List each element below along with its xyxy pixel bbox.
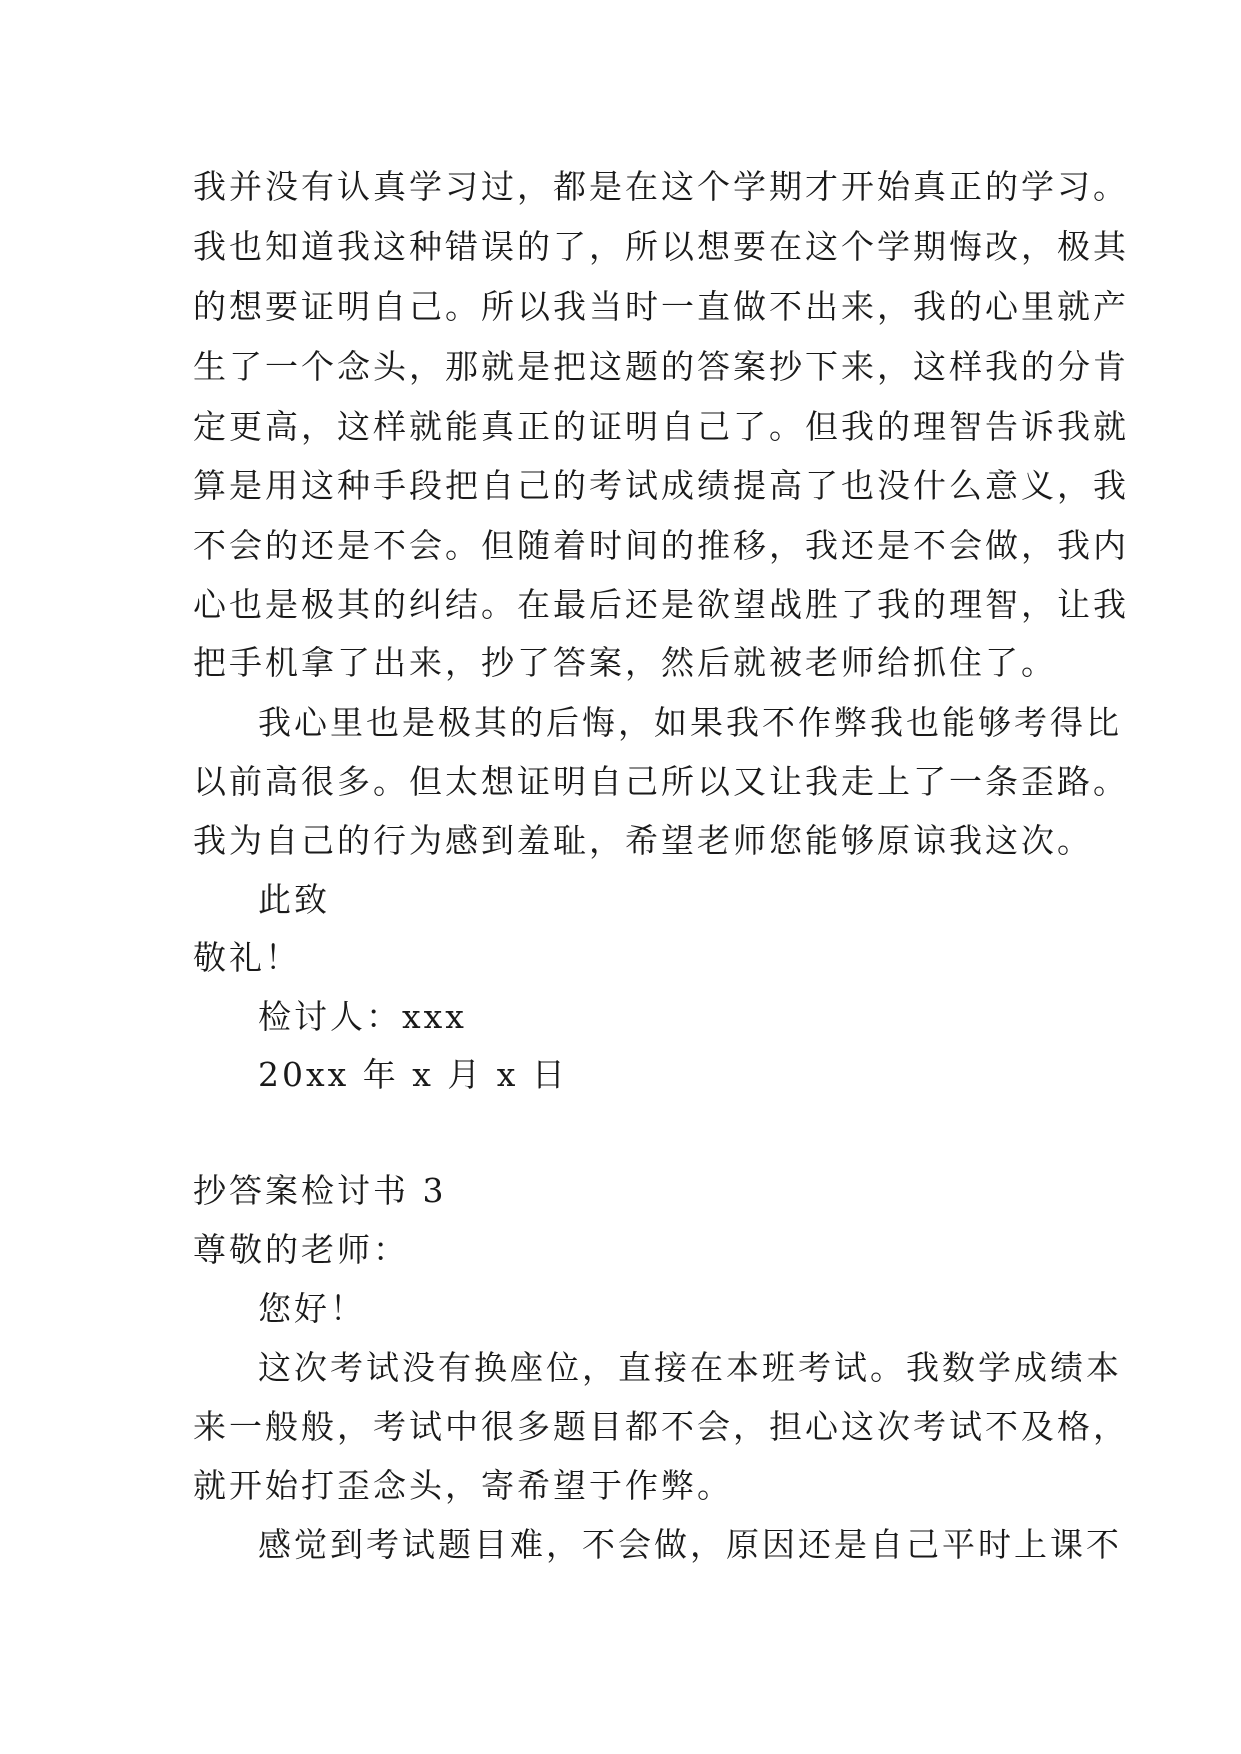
text-line: 把手机拿了出来，抄了答案，然后就被老师给抓住了。 bbox=[193, 643, 1057, 682]
date-line: 20xx 年 x 月 x 日 bbox=[258, 1055, 568, 1094]
text-line: 我为自己的行为感到羞耻，希望老师您能够原谅我这次。 bbox=[193, 821, 1093, 860]
text-line: 就开始打歪念头，寄希望于作弊。 bbox=[193, 1466, 733, 1505]
salute-line: 敬礼！ bbox=[193, 938, 301, 977]
greeting-line: 尊敬的老师： bbox=[193, 1230, 409, 1269]
closing-line: 此致 bbox=[258, 880, 330, 919]
signer-line: 检讨人：xxx bbox=[258, 997, 467, 1036]
text-line: 我并没有认真学习过，都是在这个学期才开始真正的学习。 bbox=[193, 167, 1129, 206]
section-title: 抄答案检讨书 3 bbox=[193, 1171, 447, 1210]
text-line: 来一般般，考试中很多题目都不会，担心这次考试不及格， bbox=[193, 1407, 1129, 1446]
text-line: 算是用这种手段把自己的考试成绩提高了也没什么意义，我 bbox=[193, 466, 1129, 505]
hello-line: 您好！ bbox=[258, 1289, 366, 1328]
text-line: 的想要证明自己。所以我当时一直做不出来，我的心里就产 bbox=[193, 287, 1129, 326]
text-line: 定更高，这样就能真正的证明自己了。但我的理智告诉我就 bbox=[193, 407, 1129, 446]
text-line: 这次考试没有换座位，直接在本班考试。我数学成绩本 bbox=[258, 1348, 1122, 1387]
text-line: 我也知道我这种错误的了，所以想要在这个学期悔改，极其 bbox=[193, 227, 1129, 266]
text-line: 感觉到考试题目难，不会做，原因还是自己平时上课不 bbox=[258, 1525, 1122, 1564]
text-line: 生了一个念头，那就是把这题的答案抄下来，这样我的分肯 bbox=[193, 347, 1129, 386]
text-line: 我心里也是极其的后悔，如果我不作弊我也能够考得比 bbox=[258, 703, 1122, 742]
text-line: 心也是极其的纠结。在最后还是欲望战胜了我的理智，让我 bbox=[193, 585, 1129, 624]
text-line: 以前高很多。但太想证明自己所以又让我走上了一条歪路。 bbox=[193, 762, 1129, 801]
text-line: 不会的还是不会。但随着时间的推移，我还是不会做，我内 bbox=[193, 526, 1129, 565]
